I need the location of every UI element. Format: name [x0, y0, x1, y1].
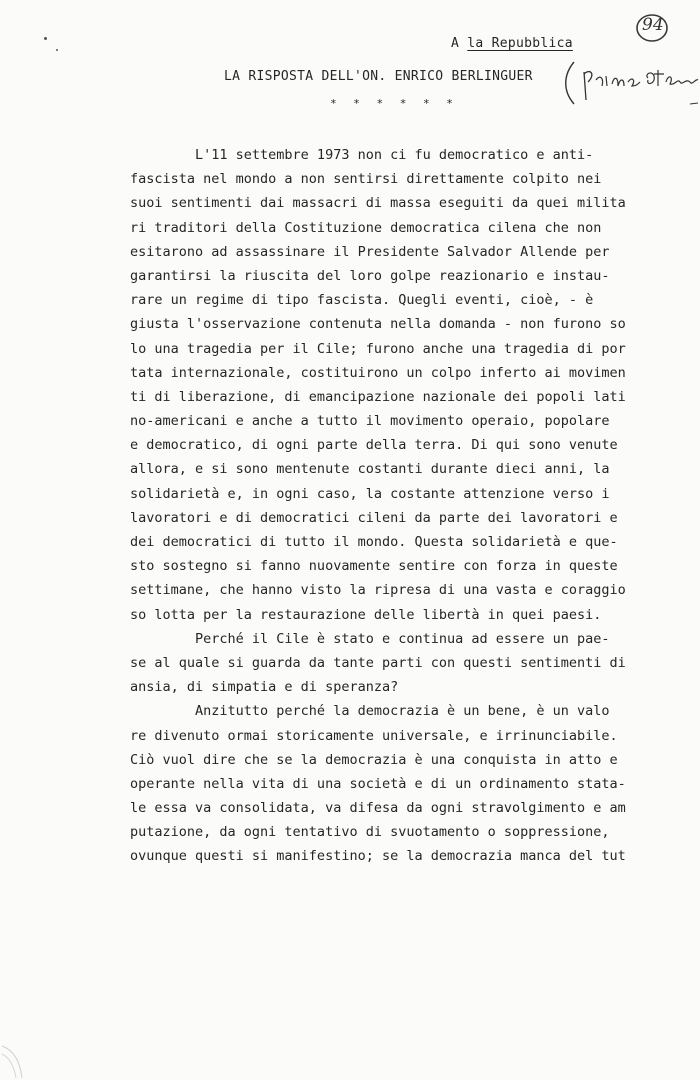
text-line: e democratico, di ogni parte della terra. Di qui sono venute — [130, 437, 618, 454]
paper-speck — [56, 49, 58, 51]
text-line: so lotta per la restaurazione delle libertà in quei paesi. — [130, 606, 602, 623]
text-line: tata internazionale, costituirono un colpo inferto ai movimen — [130, 364, 626, 381]
paragraph-1 — [130, 143, 650, 627]
text-line: ri traditori della Costituzione democratica cilena che non — [130, 219, 602, 236]
text-line: rare un regime di tipo fascista. Quegli eventi, cioè, - è — [130, 292, 594, 309]
text-line: suoi sentimenti dai massacri di massa eseguiti da quei milita — [130, 195, 626, 212]
text-line: le essa va consolidata, va difesa da ogni stravolgimento e am — [130, 800, 626, 817]
document-title: LA RISPOSTA DELL'ON. ENRICO BERLINGUER — [224, 69, 533, 84]
text-line: ti di liberazione, di emancipazione nazionale dei popoli lati — [130, 388, 626, 405]
page-number-text: 94 — [642, 15, 664, 35]
paragraph-2 — [130, 627, 650, 700]
recipient-newspaper: la Repubblica — [467, 36, 573, 51]
recipient-line — [451, 36, 573, 51]
text-line: se al quale si guarda da tante parti con questi sentimenti di — [130, 654, 626, 671]
paragraph-3 — [130, 699, 650, 868]
text-line: operante nella vita di una società e di un ordinamento stata- — [130, 775, 626, 792]
text-line: sto sostegno si fanno nuovamente sentire con forza in queste — [130, 558, 618, 575]
text-line: settimane, che hanno visto la ripresa di una vasta e coraggio — [130, 582, 626, 599]
text-line: allora, e si sono mentenute costanti durante dieci anni, la — [130, 461, 610, 478]
recipient-prefix: A — [451, 36, 468, 51]
text-line: no-americani e anche a tutto il movimento operaio, popolare — [130, 413, 610, 430]
text-line: ansia, di simpatia e di speranza? — [130, 679, 399, 696]
text-line: Perché il Cile è stato e continua ad essere un pae- — [130, 630, 610, 647]
paper-speck — [44, 37, 47, 40]
text-line: putazione, da ogni tentativo di svuotamento o soppressione, — [130, 824, 610, 841]
text-line: lavoratori e di democratici cileni da parte dei lavoratori e — [130, 509, 618, 526]
paper-corner-fold — [0, 1040, 30, 1080]
text-line: lo una tragedia per il Cile; furono anche una tragedia di por — [130, 340, 626, 357]
text-line: re divenuto ormai storicamente universale, e irrinunciabile. — [130, 727, 618, 744]
letter-body — [130, 143, 650, 869]
text-line: garantirsi la riuscita del loro golpe reazionario e instau- — [130, 267, 610, 284]
text-line: giusta l'osservazione contenuta nella domanda - non furono so — [130, 316, 626, 333]
text-line: solidarietà e, in ogni caso, la costante attenzione verso i — [130, 485, 610, 502]
separator-asterisks: * * * * * * — [330, 97, 458, 110]
text-line: esitarono ad assassinare il Presidente Salvador Allende per — [130, 243, 610, 260]
handwritten-annotation — [560, 56, 700, 116]
text-line: Anzitutto perché la democrazia è un bene, è un valo — [130, 703, 610, 720]
handwritten-note-sketch — [560, 56, 700, 116]
text-line: dei democratici di tutto il mondo. Questa solidarietà e que- — [130, 534, 618, 550]
text-line: L'11 settembre 1973 non ci fu democratico e anti- — [130, 147, 594, 163]
text-line: fascista nel mondo a non sentirsi direttamente colpito nei — [130, 171, 602, 188]
text-line: ovunque questi si manifestino; se la democrazia manca del tut — [130, 848, 626, 865]
text-line: Ciò vuol dire che se la democrazia è una conquista in atto e — [130, 751, 618, 768]
